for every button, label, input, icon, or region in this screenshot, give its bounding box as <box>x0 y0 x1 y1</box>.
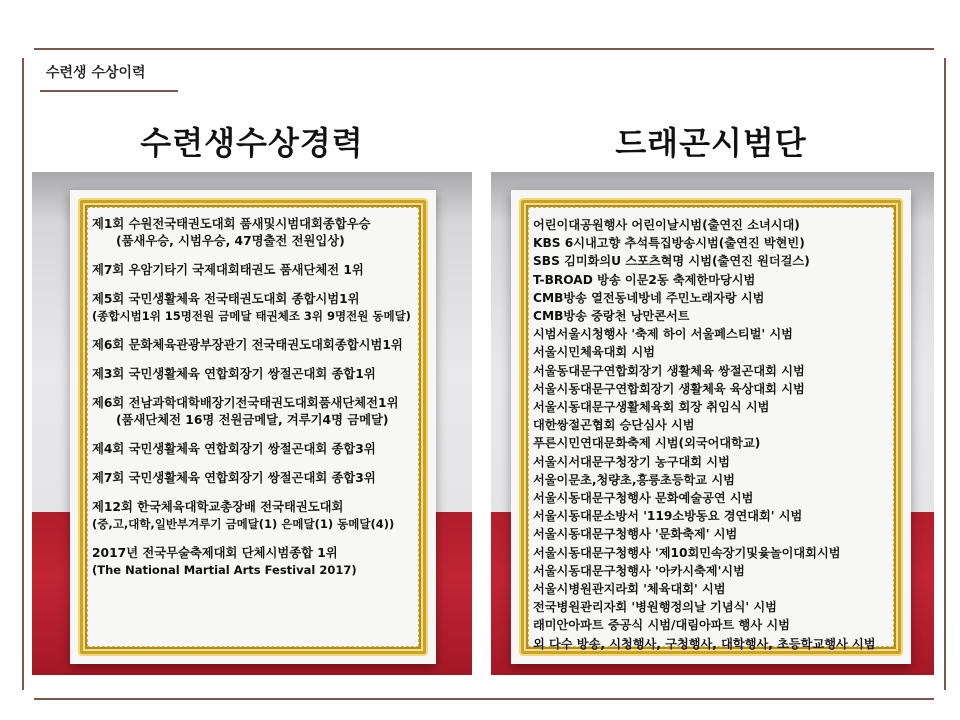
award-title: 제12회 한국체육대학교총장배 전국태권도대회 <box>92 500 344 514</box>
frame-notch-bottom-right <box>934 690 948 704</box>
frame-notch-top-right <box>934 40 948 58</box>
award-title: 제4회 국민생활체육 연합회장기 쌍절곤대회 종합3위 <box>92 442 376 456</box>
demo-item: 외 다수 방송, 시청행사, 구청행사, 대학행사, 초등학교행사 시범 <box>533 636 876 651</box>
award-title: 제5회 국민생활체육 전국태권도대회 종합시범1위 <box>92 292 360 306</box>
demo-item: CMB방송 열전동네방네 주민노래자랑 시범 <box>533 290 765 305</box>
demo-item: T-BROAD 방송 이문2동 축제한마당시범 <box>533 272 756 287</box>
demo-item: 서울시동대문구연합회장기 생활체육 육상대회 시범 <box>533 381 805 396</box>
section-label: 수련생 수상이력 <box>46 65 146 81</box>
award-title: 2017년 전국무술축제대회 단체시범종합 1위 <box>92 546 338 560</box>
section-underline <box>40 90 178 92</box>
demo-item: 서울시병원관지라회 '체육대회' 시범 <box>533 582 726 597</box>
award-item <box>92 216 422 250</box>
demo-team-plaque <box>511 190 911 664</box>
demo-item: KBS 6시내고향 추석특집방송시범(출연진 박현빈) <box>533 236 805 251</box>
awards-list <box>92 216 422 591</box>
demo-team-heading: 드래곤시범단 <box>615 124 807 162</box>
demo-item: 서울시동대문구청행사 문화예술공연 시범 <box>533 491 754 506</box>
award-item <box>92 337 422 354</box>
award-item <box>92 470 422 487</box>
award-detail: (종합시범1위 15명전원 금메달 태권체조 3위 9명전원 동메달) <box>92 309 411 323</box>
award-item <box>92 499 422 533</box>
award-item <box>92 395 422 429</box>
demo-item: 서울시동대문구청행사 '제10회민속장기및윷놀이대회시범 <box>533 545 841 560</box>
demo-item: 대한쌍절곤협회 승단심사 시범 <box>533 418 695 433</box>
award-title: 제6회 문화체육관광부장관기 전국태권도대회종합시범1위 <box>92 338 403 352</box>
demo-item: 어린이대공원행사 어린이날시범(출연진 소녀시대) <box>533 218 800 232</box>
demo-item: 서울시민체육대회 시범 <box>533 345 655 360</box>
demo-item: 서울동대문구연합회장기 생활체육 쌍절곤대회 시범 <box>533 363 805 378</box>
awards-plaque <box>70 190 436 664</box>
award-title: 제7회 우암기타기 국제대회태권도 품새단체전 1위 <box>92 263 364 277</box>
award-title: 제7회 국민생활체육 연합회장기 쌍절곤대회 종합3위 <box>92 471 376 485</box>
award-title: 제1회 수원전국태권도대회 품새및시범대회종합우승 <box>92 217 371 231</box>
award-item <box>92 366 422 383</box>
demo-item: 서울이문초,청량초,흥릉초등학교 시범 <box>533 472 735 487</box>
awards-heading: 수련생수상경력 <box>140 124 364 162</box>
demo-item: 시범서울시청행사 '축제 하이 서울페스티벌' 시범 <box>533 327 793 342</box>
demo-item: 서울시동대문구생활체육회 회장 취임식 시범 <box>533 400 770 415</box>
demo-item: 서울시서대문구청장기 농구대회 시범 <box>533 454 730 469</box>
demo-item: 래미안아파트 중공식 시범/대림아파트 행사 시범 <box>533 618 790 633</box>
award-title: 제3회 국민생활체육 연합회장기 쌍절곤대회 종합1위 <box>92 367 376 381</box>
award-detail: (품새단체전 16명 전원금메달, 겨루기4명 금메달) <box>116 413 389 427</box>
frame-notch-bottom-left <box>20 690 34 704</box>
demo-item: CMB방송 중랑천 낭만콘서트 <box>533 309 690 324</box>
demo-list <box>533 216 899 653</box>
frame-notch-top-left <box>20 40 34 58</box>
award-title: 제6회 전남과학대학배장기전국태권도대회품새단체전1위 <box>92 396 399 410</box>
awards-photo <box>32 172 472 675</box>
demo-item: 서울시동대문소방서 '119소방동요 경연대회' 시범 <box>533 509 803 524</box>
demo-item: 푸른시민연대문화축제 시범(외국어대학교) <box>533 436 761 451</box>
award-detail: (중,고,대학,일반부겨루기 금메달(1) 은메달(1) 동메달(4)) <box>92 517 395 531</box>
demo-team-photo <box>491 172 934 675</box>
demo-item: 서울시동대문구청행사 '아카시축제'시범 <box>533 563 745 578</box>
award-item <box>92 441 422 458</box>
award-item <box>92 545 422 579</box>
demo-item: SBS 김미화의U 스포츠혁명 시범(출연진 원더걸스) <box>533 254 810 269</box>
award-detail: (The National Martial Arts Festival 2017) <box>92 563 357 577</box>
demo-item: 서울시동대문구청행사 '문화축제' 시범 <box>533 527 738 542</box>
demo-item: 전국병원관리자회 '병원행정의날 기념식' 시범 <box>533 600 777 615</box>
award-detail: (품새우승, 시범우승, 47명출전 전원입상) <box>116 234 345 248</box>
award-item <box>92 291 422 325</box>
award-item <box>92 262 422 279</box>
